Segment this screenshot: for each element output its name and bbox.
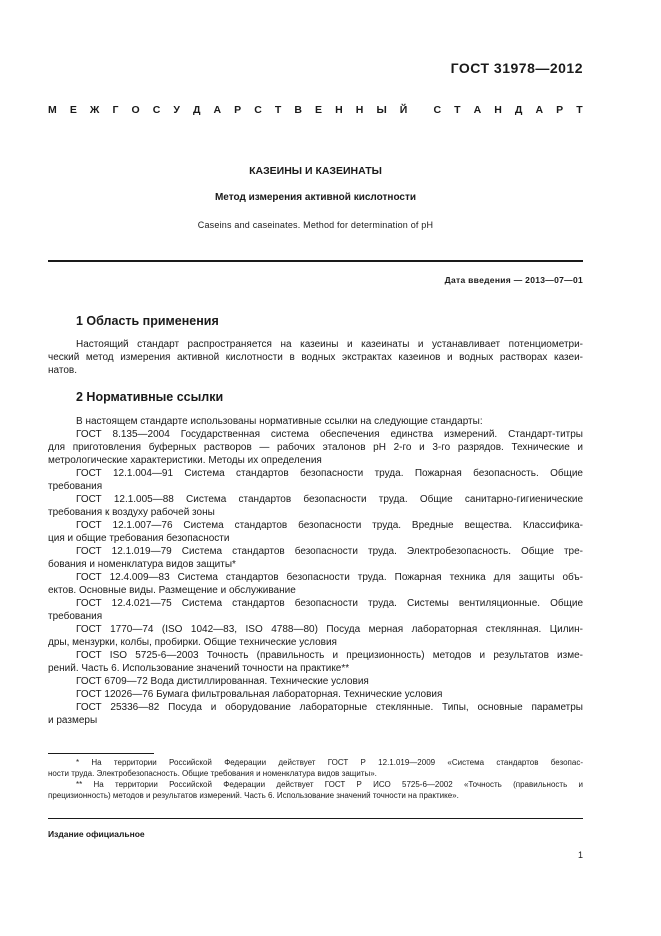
section-1-text xyxy=(48,338,583,377)
heading-letter: С xyxy=(152,104,161,116)
reference-line: ГОСТ 12.4.009—83 Система стандартов безопасности труда. Пожарная техника для защиты объ- xyxy=(76,572,583,583)
footnote-divider xyxy=(48,753,154,754)
footnote-line: прецизионность) методов и результатов измерений. Часть 6. Использование значений точности на практике». xyxy=(48,791,459,800)
reference-line: ГОСТ 8.135—2004 Государственная система обеспечения единства измерений. Стандарт-титры xyxy=(76,429,583,440)
edition-label: Издание официальное xyxy=(48,829,145,839)
document-number: ГОСТ 31978—2012 xyxy=(450,60,583,76)
reference-item xyxy=(48,688,583,701)
heading-letter: Г xyxy=(112,104,119,116)
reference-item xyxy=(48,493,583,519)
references-intro xyxy=(48,415,583,428)
standard-type-heading xyxy=(48,104,583,116)
heading-letter: В xyxy=(294,104,302,116)
reference-line: для приготовления буферных растворов — рабочих эталонов pH 2-го и 3-го разрядов. Технические и xyxy=(48,442,583,453)
page-number: 1 xyxy=(577,850,583,860)
heading-letter: У xyxy=(173,104,180,116)
heading-letter: М xyxy=(48,104,57,116)
reference-item xyxy=(48,467,583,493)
reference-item xyxy=(48,571,583,597)
document-title: КАЗЕИНЫ И КАЗЕИНАТЫ xyxy=(249,165,382,177)
reference-item xyxy=(48,701,583,727)
heading-letter: Ы xyxy=(376,104,387,116)
footnote-line: ** На территории Российской Федерации действует ГОСТ Р ИСО 5725-6—2002 «Точность (правильность и xyxy=(76,780,583,789)
footnote-line: * На территории Российской Федерации действует ГОСТ Р 12.1.019—2009 «Система стандартов безопас- xyxy=(76,758,583,767)
reference-item xyxy=(48,623,583,649)
reference-item xyxy=(48,675,583,688)
footnote-line: ности труда. Электробезопасность. Общие требования и номенклатура видов защиты». xyxy=(48,769,377,778)
heading-letter: С xyxy=(433,104,442,116)
heading-letter: Ж xyxy=(89,104,100,116)
heading-letter: Т xyxy=(274,104,282,116)
heading-letter: А xyxy=(213,104,222,116)
reference-line: требования xyxy=(48,481,103,492)
heading-letter: Н xyxy=(355,104,364,116)
heading-letter: Р xyxy=(556,104,564,116)
heading-letter: Н xyxy=(494,104,502,116)
reference-line: ГОСТ ISO 5725-6—2003 Точность (правильность и прецизионность) методов и результатов изме- xyxy=(76,650,583,661)
heading-letter: Е xyxy=(69,104,77,116)
reference-line: рений. Часть 6. Использование значений точности на практике** xyxy=(48,663,350,674)
references-list xyxy=(48,415,583,727)
reference-line: дры, мензурки, колбы, пробирки. Общие технические условия xyxy=(48,637,337,648)
reference-line: метрологические характеристики. Методы их определения xyxy=(48,455,322,466)
reference-item xyxy=(48,519,583,545)
heading-letter: О xyxy=(131,104,140,116)
reference-line: ГОСТ 12026—76 Бумага фильтровальная лабораторная. Технические условия xyxy=(76,689,443,700)
heading-letter: А xyxy=(473,104,482,116)
reference-line: и размеры xyxy=(48,715,98,726)
reference-line: ГОСТ 12.4.021—75 Система стандартов безопасности труда. Системы вентиляционные. Общие xyxy=(76,598,583,609)
reference-item xyxy=(48,545,583,571)
section-1-line: Настоящий стандарт распространяется на казеины и казеинаты и устанавливает потенциометри- xyxy=(76,339,583,350)
reference-line: ГОСТ 6709—72 Вода дистиллированная. Технические условия xyxy=(76,676,369,687)
english-title: Caseins and caseinates. Method for determination of pH xyxy=(197,220,434,230)
heading-letter: Д xyxy=(192,104,201,116)
heading-letter: Р xyxy=(234,104,242,116)
reference-line: ГОСТ 12.1.004—91 Система стандартов безопасности труда. Пожарная безопасность. Общие xyxy=(76,468,583,479)
references-intro-line: В настоящем стандарте использованы нормативные ссылки на следующие стандарты: xyxy=(76,416,483,427)
section-1-line: натов. xyxy=(48,365,77,376)
introduction-date: Дата введения — 2013—07—01 xyxy=(444,275,583,285)
reference-item xyxy=(48,428,583,467)
heading-letter: Й xyxy=(399,104,408,116)
reference-line: ектов. Основные виды. Размещение и обслуживание xyxy=(48,585,296,596)
section-1-line: ческий метод измерения активной кислотности в водных экстрактах казеинов и водных растворах казеи- xyxy=(48,352,583,363)
reference-line: ция и общие требования безопасности xyxy=(48,533,230,544)
reference-line: ГОСТ 25336—82 Посуда и оборудование лабораторные стеклянные. Типы, основные параметры xyxy=(76,702,583,713)
heading-letter: С xyxy=(254,104,262,116)
reference-item xyxy=(48,597,583,623)
heading-letter: Е xyxy=(315,104,323,116)
reference-line: требования к воздуху рабочей зоны xyxy=(48,507,215,518)
reference-line: ГОСТ 1770—74 (ISO 1042—83, ISO 4788—80) Посуда мерная лабораторная стеклянная. Цилин- xyxy=(76,624,583,635)
section-2-heading: 2 Нормативные ссылки xyxy=(76,390,224,404)
reference-line: требования xyxy=(48,611,103,622)
reference-line: ГОСТ 12.1.007—76 Система стандартов безопасности труда. Вредные вещества. Классифика- xyxy=(76,520,583,531)
reference-item xyxy=(48,649,583,675)
edition-divider xyxy=(48,818,583,819)
heading-letter: А xyxy=(535,104,544,116)
section-1-heading: 1 Область применения xyxy=(76,314,219,328)
heading-letter: Т xyxy=(454,104,461,116)
title-divider xyxy=(48,260,583,262)
document-subtitle: Метод измерения активной кислотности xyxy=(214,192,417,203)
heading-letter: Н xyxy=(335,104,343,116)
heading-letter: Т xyxy=(576,104,583,116)
heading-letter: Д xyxy=(514,104,523,116)
reference-line: ГОСТ 12.1.005—88 Система стандартов безопасности труда. Общие санитарно-гигиенические xyxy=(76,494,583,505)
reference-line: бования и номенклатура видов защиты* xyxy=(48,559,236,570)
footnotes xyxy=(48,757,583,801)
reference-line: ГОСТ 12.1.019—79 Система стандартов безопасности труда. Электробезопасность. Общие тре- xyxy=(76,546,583,557)
